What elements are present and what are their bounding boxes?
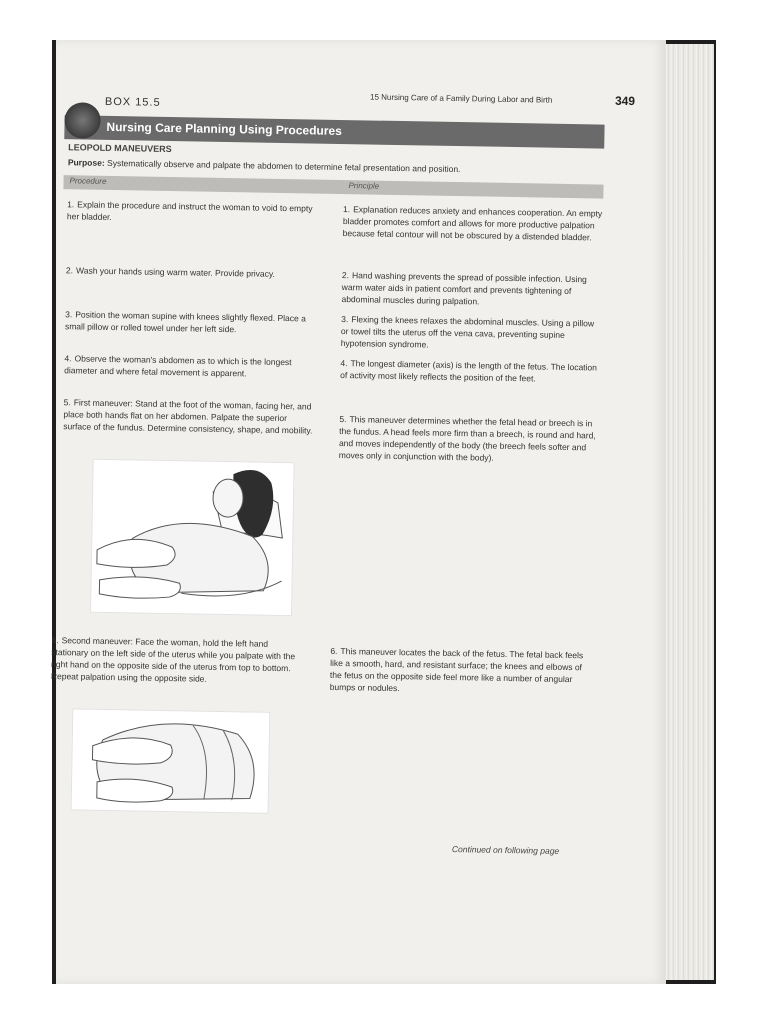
principle-step-4 <box>340 357 602 386</box>
procedure-text: Explain the procedure and instruct the woman to void to empty her bladder. <box>66 199 313 223</box>
continued-note: Continued on following page <box>451 844 560 856</box>
procedure-step-4 <box>64 352 314 380</box>
page-number: 349 <box>614 93 636 109</box>
step-number: 4. <box>340 358 348 369</box>
book-page <box>50 40 666 984</box>
procedure-text: Position the woman supine with knees slightly flexed. Place a small pillow or rolled towel under her left side. <box>64 309 306 335</box>
principle-text: The longest diameter (axis) is the length of the fetus. The location of activity most likely reflects the position of the feet. <box>340 358 598 384</box>
purpose-line <box>68 157 588 176</box>
column-header-bar <box>63 175 603 198</box>
procedure-step-3 <box>65 308 315 336</box>
step-number: 3. <box>65 309 73 320</box>
principle-step-6 <box>330 645 593 698</box>
second-maneuver-illustration <box>71 708 271 813</box>
principle-step-2 <box>341 269 604 310</box>
step-number: 1. <box>67 199 75 210</box>
principle-step-1 <box>343 203 606 244</box>
procedure-step-6 <box>51 634 302 686</box>
procedure-text: First maneuver: Stand at the foot of the woman, facing her, and place both hands flat on her abdomen. Palpate the superior surface of the fundus. Determine consistency, shape, and mobility. <box>63 397 313 436</box>
principle-text: Hand washing prevents the spread of possible infection. Using warm water aids in patient comfort and prevents tightening of abdominal muscles during palpation. <box>341 270 587 307</box>
step-number: 6. <box>51 635 59 646</box>
step-number: 6. <box>330 645 338 657</box>
step-number: 5. <box>339 414 347 425</box>
purpose-label: Purpose: <box>67 157 105 168</box>
principle-step-5 <box>339 413 602 466</box>
page-edges <box>660 44 714 980</box>
running-head: 15 Nursing Care of a Family During Labor and Birth <box>369 92 553 105</box>
procedure-step-1 <box>67 198 317 226</box>
step-number: 2. <box>341 270 350 281</box>
procedure-column-header: Procedure <box>69 176 107 186</box>
box-label: BOX 15.5 <box>104 95 161 109</box>
step-number: 2. <box>65 265 74 276</box>
procedure-step-2 <box>66 264 316 280</box>
procedure-text: Observe the woman's abdomen as to which is the longest diameter and where fetal movement is apparent. <box>64 353 292 379</box>
step-number: 5. <box>63 397 71 408</box>
principle-text: This maneuver determines whether the fetal head or breech is in the fundus. A head feels more firm than a breech, is round and hard, and moves independently of the body (the breech feels softer and moves only in conjunction with the body). <box>338 414 596 463</box>
purpose-text: Systematically observe and palpate the abdomen to determine fetal presentation and position. <box>106 157 461 175</box>
first-maneuver-drawing <box>91 460 294 615</box>
procedure-text: Wash your hands using warm water. Provide privacy. <box>75 265 276 279</box>
page-content <box>40 40 666 995</box>
step-number: 4. <box>64 353 72 364</box>
step-number: 1. <box>343 204 351 215</box>
second-maneuver-drawing <box>72 709 270 812</box>
section-heading: LEOPOLD MANEUVERS <box>68 142 172 155</box>
principle-step-3 <box>341 313 604 354</box>
principle-text: Explanation reduces anxiety and enhances cooperation. An empty bladder promotes comfort and allows for more productive palpation because fetal contour will not be obscured by a distended bladder. <box>342 204 603 243</box>
box-title: Nursing Care Planning Using Procedures <box>106 119 342 139</box>
procedure-text: Second maneuver: Face the woman, hold the left hand stationary on the left side of the uterus while you palpate with the right hand on the opposite side of the uterus from top to bottom. Repeat palpation using the opposite side. <box>50 635 296 684</box>
procedure-step-5 <box>63 396 314 436</box>
principle-text: Flexing the knees relaxes the abdominal muscles. Using a pillow or towel tilts the uterus off the vena cava, preventing supine hypotension syndrome. <box>340 314 595 350</box>
first-maneuver-illustration <box>90 459 295 617</box>
principle-column-header: Principle <box>348 181 380 191</box>
step-number: 3. <box>341 314 349 325</box>
principle-text: This maneuver locates the back of the fetus. The fetal back feels like a smooth, hard, and resistant surface; the knees and elbows of the fetus on the opposite side feel more like a number of angular bumps or nodules. <box>329 646 584 694</box>
